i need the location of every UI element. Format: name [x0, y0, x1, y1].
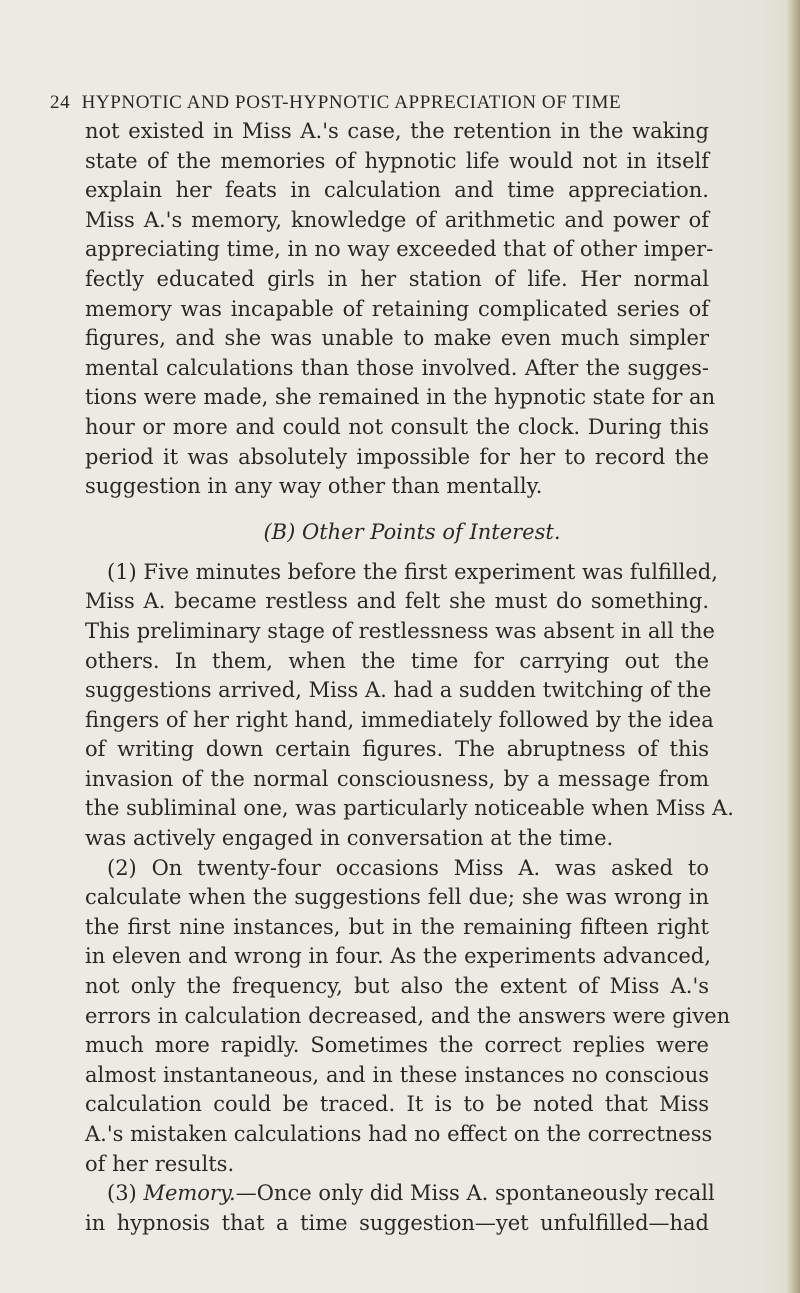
text-line: suggestions arrived, Miss A. had a sudden twitching of the — [85, 678, 712, 703]
running-header — [50, 92, 730, 114]
text-line: calculate when the suggestions fell due; she was wrong in — [85, 885, 709, 910]
text-line: not existed in Miss A.'s case, the retention in the waking — [85, 119, 709, 143]
text-line: appreciating time, in no way exceeded that of other imper- — [85, 237, 714, 262]
text-line: Miss A.'s memory, knowledge of arithmetic and power of — [85, 207, 709, 232]
text-line: (1) Five minutes before the first experiment was fulfilled, — [107, 559, 718, 584]
text-line: invasion of the normal consciousness, by a message from — [85, 766, 709, 791]
italic-term: Memory. — [143, 1181, 236, 1206]
text-line: This preliminary stage of restlessness was absent in all the — [85, 618, 715, 643]
text-line: (2) On twenty-four occasions Miss A. was asked to — [107, 855, 709, 880]
text-line: mental calculations than those involved. After the sugges- — [85, 355, 709, 380]
text-line: almost instantaneous, and in these instances no conscious — [85, 1062, 709, 1087]
text-line: much more rapidly. Sometimes the correct replies were — [85, 1033, 709, 1058]
text-line: in hypnosis that a time suggestion—yet unfulfilled—had — [85, 1210, 709, 1235]
text-line: of her results. — [85, 1151, 235, 1176]
text-line: explain her feats in calculation and time appreciation. — [85, 178, 709, 203]
text-line: memory was incapable of retaining complicated series of — [85, 296, 709, 321]
text-line: the first nine instances, but in the remaining fifteen right — [85, 914, 709, 939]
text-line: state of the memories of hypnotic life would not in itself — [85, 148, 709, 173]
text-line: calculation could be traced. It is to be noted that Miss — [85, 1092, 709, 1117]
text-line: suggestion in any way other than mentally. — [85, 474, 543, 499]
text-line: not only the frequency, but also the extent of Miss A.'s — [85, 974, 709, 999]
text-line: in eleven and wrong in four. As the experiments advanced, — [85, 944, 711, 969]
text-line: fectly educated girls in her station of life. Her normal — [85, 266, 709, 291]
text-line: others. In them, when the time for carrying out the — [85, 648, 709, 673]
page-body — [85, 117, 734, 1238]
text-line: was actively engaged in conversation at the time. — [85, 826, 614, 851]
item-number: (3) — [107, 1181, 137, 1206]
text-line: figures, and she was unable to make even much simpler — [85, 326, 709, 351]
text-line: hour or more and could not consult the clock. During this — [85, 414, 709, 439]
page-edge — [786, 0, 800, 1293]
text-line: the subliminal one, was particularly noticeable when Miss A. — [85, 796, 734, 821]
text-line: fingers of her right hand, immediately followed by the idea — [85, 707, 714, 732]
text-line: errors in calculation decreased, and the answers were given — [85, 1003, 731, 1028]
text-line: A.'s mistaken calculations had no effect on the correctness — [85, 1122, 713, 1146]
section-heading: (B) Other Points of Interest. — [263, 519, 561, 544]
text-line — [85, 1179, 715, 1209]
text-line: of writing down certain figures. The abruptness of this — [85, 737, 709, 762]
text-line: period it was absolutely impossible for her to record the — [85, 444, 709, 469]
text-line: tions were made, she remained in the hypnotic state for an — [85, 385, 716, 410]
text-line: Miss A. became restless and felt she must do something. — [85, 589, 709, 614]
running-title: HYPNOTIC AND POST-HYPNOTIC APPRECIATION OF TIME — [81, 92, 622, 113]
text-fragment: —Once only did Miss A. spontaneously recall — [235, 1181, 715, 1206]
page-number: 24 — [50, 92, 71, 113]
